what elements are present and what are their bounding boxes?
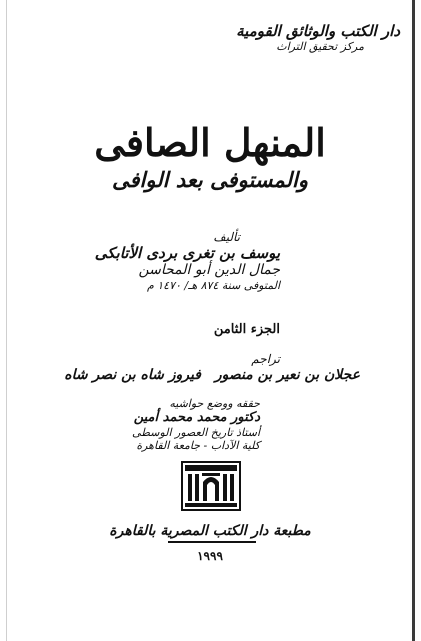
editor-faculty: كلية الآداب - جامعة القاهرة: [136, 439, 260, 452]
contents-to: فيروز شاه بن نصر شاه: [64, 367, 201, 383]
author-death-date: المتوفى سنة ٨٧٤ هـ/ ١٤٧٠ م: [146, 279, 280, 292]
publication-year: ١٩٩٩: [197, 549, 223, 563]
press-name: مطبعة دار الكتب المصرية بالقاهرة: [109, 523, 311, 539]
publisher-name: دار الكتب والوثائق القومية: [236, 22, 400, 40]
volume-block: [214, 322, 280, 338]
library-building-icon: [180, 460, 242, 512]
author-name: يوسف بن تغرى بردى الأتابكى: [94, 244, 280, 262]
press-underline: [168, 541, 256, 543]
author-block: [95, 230, 280, 293]
contents-label: تراجم: [251, 352, 280, 366]
editor-name: دكتور محمد محمد أمين: [133, 410, 260, 425]
author-label: تأليف: [213, 230, 240, 244]
editor-title: أستاذ تاريخ العصور الوسطى: [132, 426, 260, 439]
volume-number: الجزء الثامن: [213, 322, 280, 337]
title-page: [10, 0, 410, 641]
editor-label: حققه ووضع حواشيه: [169, 397, 260, 410]
author-kunya: جمال الدين أبو المحاسن: [138, 262, 280, 278]
book-title: المنهل الصافى: [94, 120, 326, 165]
publisher-department: مركز تحقيق التراث: [276, 40, 364, 53]
editor-block: [132, 397, 260, 452]
publisher-header: [230, 22, 400, 54]
contents-from: عجلان بن نعير بن منصور: [214, 367, 360, 383]
contents-range: [64, 366, 360, 384]
contents-block: [64, 352, 360, 384]
book-subtitle: والمستوفى بعد الوافى: [111, 167, 309, 192]
